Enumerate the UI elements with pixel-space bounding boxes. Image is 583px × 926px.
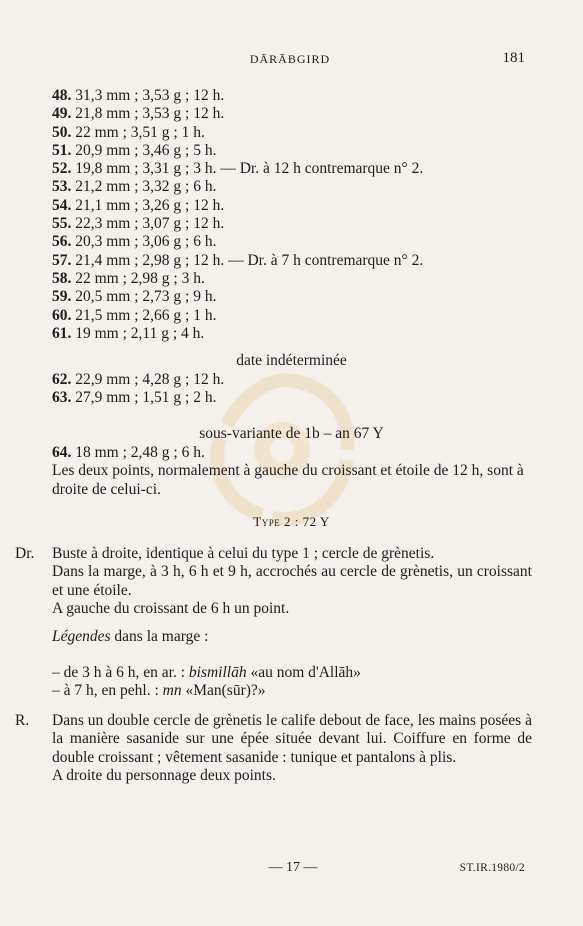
footer-code: ST.IR.1980/2 bbox=[459, 862, 525, 874]
reverse-para-2: A droite du personnage deux points. bbox=[52, 766, 276, 784]
section-heading-date: date indéterminée bbox=[236, 352, 347, 369]
list-item bbox=[52, 682, 361, 700]
list-item bbox=[52, 197, 532, 215]
running-title: DĀRĀBGIRD bbox=[249, 52, 331, 66]
obverse-description bbox=[52, 545, 532, 618]
entry-text: 21,8 mm ; 3,53 g ; 12 h. bbox=[71, 105, 225, 123]
entry-text: 20,9 mm ; 3,46 g ; 5 h. bbox=[71, 141, 217, 159]
legendes-rest: dans la marge : bbox=[110, 628, 209, 645]
legend-suffix: «au nom d'Allāh» bbox=[246, 664, 361, 681]
list-item bbox=[52, 325, 532, 343]
entry-number: 55. bbox=[52, 215, 72, 233]
list-item bbox=[52, 215, 532, 233]
legend-prefix: – de 3 h à 6 h, en ar. : bbox=[52, 664, 189, 681]
section-heading-subvariant: sous-variante de 1b – an 67 Y bbox=[199, 425, 384, 442]
legendes-heading bbox=[52, 628, 208, 646]
list-item bbox=[52, 444, 532, 462]
legendes-word: Légendes bbox=[52, 628, 111, 645]
entry-text: 20,3 mm ; 3,06 g ; 6 h. bbox=[71, 233, 217, 251]
entry-number: 48. bbox=[52, 87, 72, 104]
entry-text: 20,5 mm ; 2,73 g ; 9 h. bbox=[71, 288, 217, 306]
reverse-label: R. bbox=[15, 712, 30, 729]
entry-text: 21,5 mm ; 2,66 g ; 1 h. bbox=[71, 306, 217, 324]
entry-text: 22 mm ; 2,98 g ; 3 h. bbox=[71, 269, 205, 287]
list-item bbox=[52, 178, 532, 196]
entry-number: 51. bbox=[52, 141, 72, 159]
list-item bbox=[52, 142, 532, 160]
legend-prefix: – à 7 h, en pehl. : bbox=[52, 682, 163, 700]
entry-number: 60. bbox=[52, 306, 72, 324]
type-rest: 2 : 72 Y bbox=[280, 514, 330, 529]
list-item bbox=[52, 105, 532, 123]
list-item bbox=[52, 270, 532, 288]
entry-note: Les deux points, normalement à gauche du croissant et étoile de 12 h, sont à droite de celui-ci. bbox=[52, 462, 524, 498]
entry-number: 59. bbox=[52, 288, 72, 306]
list-item bbox=[52, 160, 532, 178]
catalog-list bbox=[52, 87, 532, 343]
entry-text: 21,1 mm ; 3,26 g ; 12 h. bbox=[71, 196, 225, 214]
obverse-para-1: Buste à droite, identique à celui du type 1 ; cercle de grènetis. bbox=[52, 545, 435, 562]
list-item bbox=[52, 124, 532, 142]
list-item bbox=[52, 288, 532, 306]
entry-text: 19,8 mm ; 3,31 g ; 3 h. — Dr. à 12 h contremarque n° 2. bbox=[71, 160, 424, 178]
type-heading bbox=[0, 514, 583, 530]
entry-number: 62. bbox=[52, 371, 72, 388]
entry-number: 53. bbox=[52, 178, 72, 196]
entry-number: 50. bbox=[52, 123, 72, 141]
running-head bbox=[0, 52, 583, 72]
obverse-para-3: A gauche du croissant de 6 h un point. bbox=[52, 599, 290, 617]
list-item bbox=[52, 371, 532, 389]
reverse-para-1: Dans un double cercle de grènetis le calife debout de face, les mains posées à la manière sasanide sur une épée située devant lui. Coiffure en forme de double croissant ; vêtement sasanide : tunique et pantalons à plis. bbox=[52, 712, 532, 766]
reverse-description bbox=[52, 712, 532, 785]
entry-text: 18 mm ; 2,48 g ; 6 h. bbox=[71, 444, 205, 461]
type-word: Type bbox=[253, 514, 281, 529]
entry-number: 57. bbox=[52, 251, 72, 269]
entry-number: 58. bbox=[52, 269, 72, 287]
list-item bbox=[52, 389, 532, 407]
legend-italic: bismillāh bbox=[188, 664, 247, 681]
entry-number: 63. bbox=[52, 389, 72, 407]
entry-text: 31,3 mm ; 3,53 g ; 12 h. bbox=[71, 87, 225, 104]
list-item bbox=[52, 252, 532, 270]
obverse-label: Dr. bbox=[15, 545, 35, 562]
entry-number: 52. bbox=[52, 160, 72, 178]
entry-number: 56. bbox=[52, 233, 72, 251]
list-item bbox=[52, 233, 532, 251]
list-item bbox=[52, 87, 532, 105]
list-item bbox=[52, 307, 532, 325]
entry-text: 22,9 mm ; 4,28 g ; 12 h. bbox=[71, 371, 225, 388]
entry-text: 19 mm ; 2,11 g ; 4 h. bbox=[71, 324, 205, 342]
entry-text: 22 mm ; 3,51 g ; 1 h. bbox=[71, 123, 205, 141]
legend-italic: mn bbox=[162, 682, 182, 700]
page-number: 181 bbox=[502, 50, 525, 66]
entry-number: 64. bbox=[52, 444, 72, 461]
entry-number: 61. bbox=[52, 324, 72, 342]
catalog-list-undated bbox=[52, 371, 532, 408]
entry-text: 27,9 mm ; 1,51 g ; 2 h. bbox=[71, 389, 217, 407]
entry-number: 54. bbox=[52, 196, 72, 214]
entry-text: 22,3 mm ; 3,07 g ; 12 h. bbox=[71, 215, 225, 233]
obverse-para-2: Dans la marge, à 3 h, 6 h et 9 h, accrochés au cercle de grènetis, un croissant et une étoile. bbox=[52, 563, 532, 599]
entry-64 bbox=[52, 444, 532, 499]
entry-text: 21,2 mm ; 3,32 g ; 6 h. bbox=[71, 178, 217, 196]
footer-page-number: — 17 — bbox=[268, 860, 318, 875]
legend-suffix: «Man(sūr)?» bbox=[181, 682, 266, 700]
legend-list bbox=[52, 664, 361, 701]
entry-number: 49. bbox=[52, 105, 72, 123]
entry-text: 21,4 mm ; 2,98 g ; 12 h. — Dr. à 7 h contremarque n° 2. bbox=[71, 251, 424, 269]
list-item bbox=[52, 664, 361, 682]
